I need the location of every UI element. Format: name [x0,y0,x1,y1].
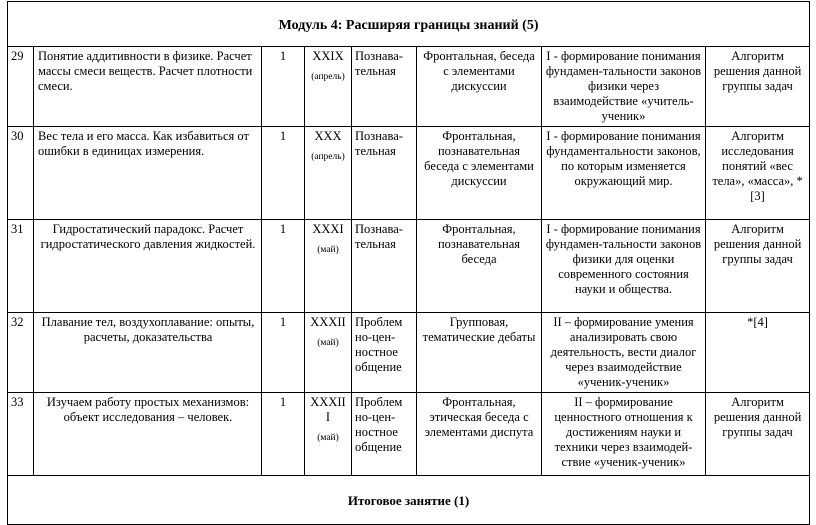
lesson-topic: Плавание тел, воздухоплавание: опыты, расчеты, доказательства [34,313,262,393]
lesson-result: Алгоритм решения данной группы задач [706,393,810,476]
activity-form: Фронтальная, познавательная беседа [417,220,542,313]
activity-type: Познава-тельная [352,220,417,313]
lesson-hours: 1 [262,313,305,393]
lesson-number: 32 [8,313,34,393]
lesson-goal: I - формирование понимания фундаментальности законов, по которым изменяется окружающий мир. [542,127,706,220]
lesson-number: 33 [8,393,34,476]
lesson-number: 30 [8,127,34,220]
final-lesson-row [8,476,810,525]
lesson-goal: I - формирование понимания фундамен-тальности законов физики для оценки современного состояния науки и общества. [542,220,706,313]
table-row [8,313,810,393]
table-row [8,47,810,127]
lesson-date [305,313,352,393]
lesson-month: (апрель) [311,152,345,162]
table-row [8,220,810,313]
lesson-number-roman: XXXII I [310,395,346,424]
activity-form: Фронтальная, беседа с элементами дискуссии [417,47,542,127]
activity-type: Проблем но-цен-ностное общение [352,313,417,393]
lesson-goal: II – формирование умения анализировать свою деятельность, вести диалог через взаимодействие «ученик-ученик» [542,313,706,393]
activity-form: Фронтальная, этическая беседа с элементами диспута [417,393,542,476]
lesson-number: 29 [8,47,34,127]
module-header-row [8,2,810,47]
lesson-month: (апрель) [311,72,345,82]
lesson-number-roman: XXIX [312,49,344,63]
lesson-month: (май) [317,433,339,443]
lesson-hours: 1 [262,127,305,220]
lesson-month: (май) [317,245,339,255]
module-title [8,2,810,47]
lesson-date [305,393,352,476]
activity-type: Познава-тельная [352,127,417,220]
lesson-hours: 1 [262,393,305,476]
lesson-result: Алгоритм решения данной группы задач [706,47,810,127]
lesson-date [305,127,352,220]
lesson-result: Алгоритм решения данной группы задач [706,220,810,313]
lesson-hours: 1 [262,220,305,313]
lesson-month: (май) [317,338,339,348]
activity-type: Проблем но-цен-ностное общение [352,393,417,476]
table-row [8,393,810,476]
lesson-number-roman: XXX [314,129,342,143]
lesson-date [305,220,352,313]
table-row [8,127,810,220]
lesson-topic: Изучаем работу простых механизмов: объект исследования – человек. [34,393,262,476]
lesson-goal: I - формирование понимания фундамен-тальности законов физики через взаимодействие «учитель-ученик» [542,47,706,127]
module-title-text: Модуль 4: Расширяя границы знаний (5) [278,17,539,33]
lesson-topic: Понятие аддитивности в физике. Расчет массы смеси веществ. Расчет плотности смеси. [34,47,262,127]
lesson-goal: II – формирование ценностного отношения к достижениям науки и техники через взаимодей-ствие «ученик-ученик» [542,393,706,476]
lesson-number: 31 [8,220,34,313]
lesson-number-roman: XXXI [312,222,344,236]
lesson-plan-table [7,1,810,525]
lesson-result: Алгоритм исследования понятий «вес тела», «масса», *[3] [706,127,810,220]
activity-type: Познава-тельная [352,47,417,127]
activity-form: Фронтальная, познавательная беседа с элементами дискуссии [417,127,542,220]
lesson-topic: Вес тела и его масса. Как избавиться от ошибки в единицах измерения. [34,127,262,220]
final-lesson-title: Итоговое занятие (1) [8,476,810,525]
lesson-result: *[4] [706,313,810,393]
activity-form: Групповая, тематические дебаты [417,313,542,393]
lesson-hours: 1 [262,47,305,127]
lesson-topic: Гидростатический парадокс. Расчет гидростатического давления жидкостей. [34,220,262,313]
lesson-number-roman: XXXII [310,315,346,329]
lesson-date [305,47,352,127]
